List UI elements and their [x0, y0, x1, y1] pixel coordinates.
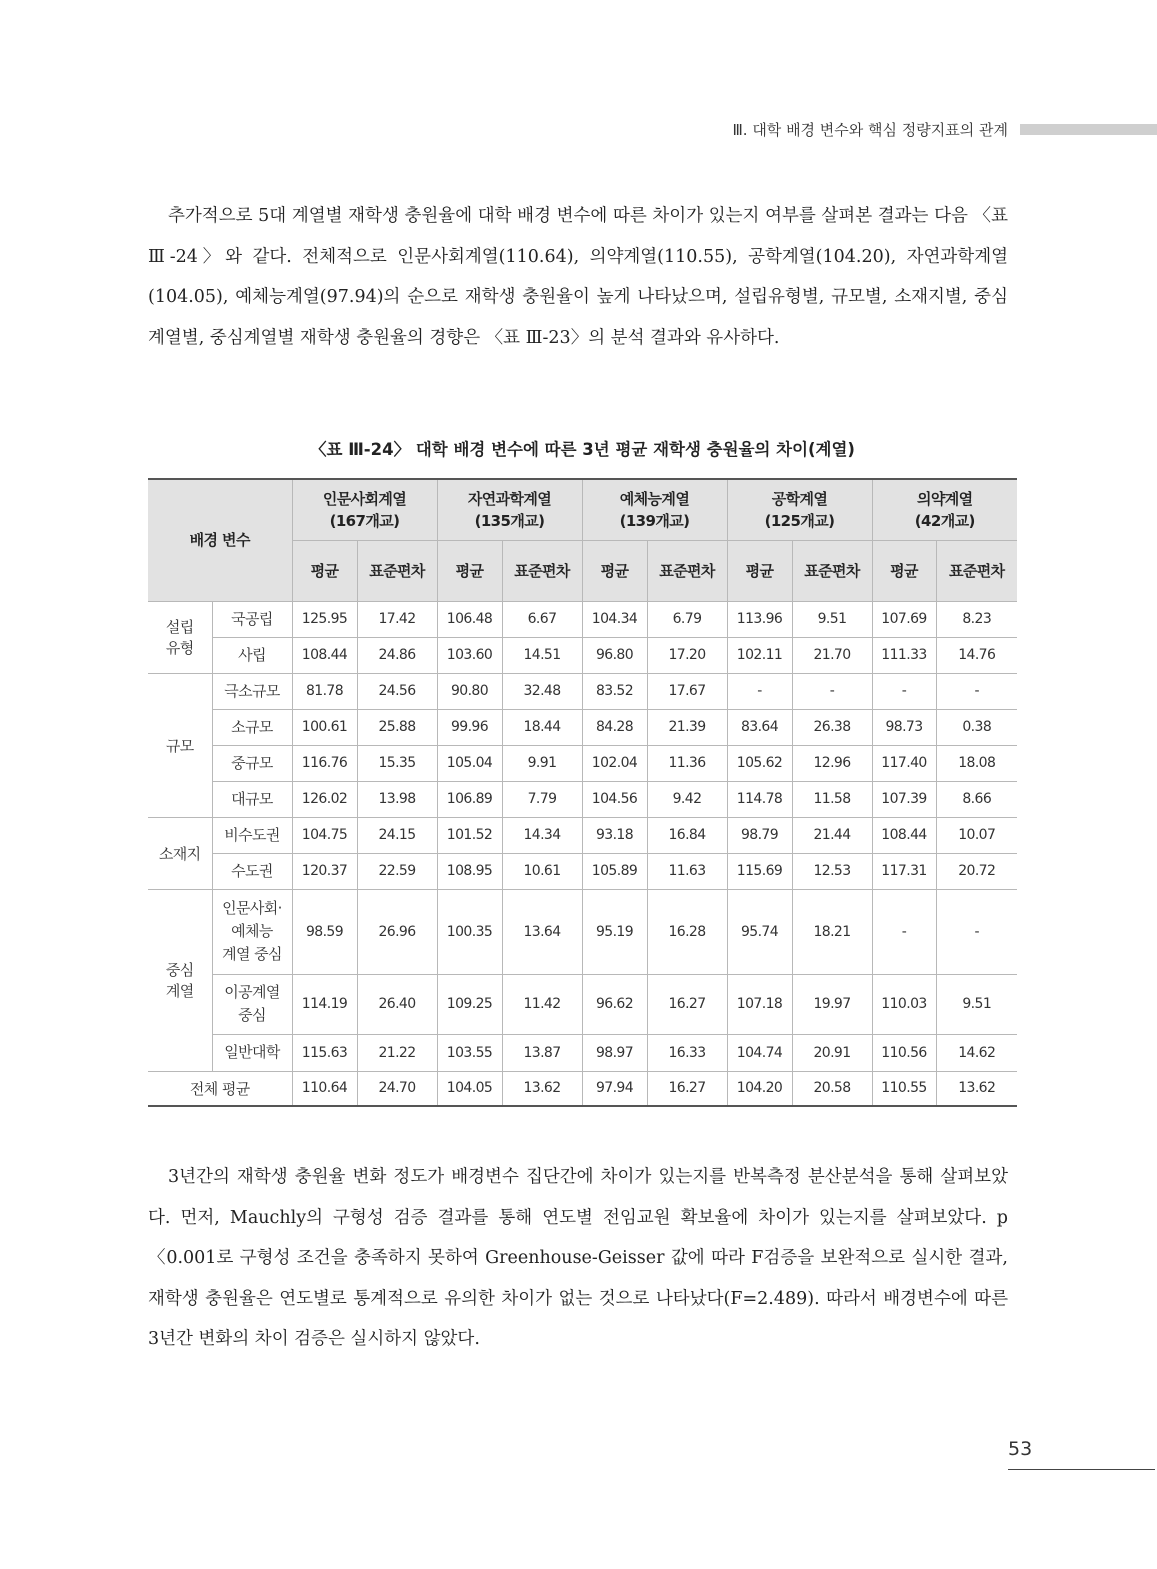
- header-col-humanities: 인문사회계열 (167개교): [292, 479, 437, 540]
- header-col-engineering: 공학계열 (125개교): [727, 479, 872, 540]
- cell: 102.04: [582, 745, 647, 781]
- cell: 120.37: [292, 853, 357, 889]
- subheader-sd: 표준편차: [647, 540, 727, 601]
- running-header-title: Ⅲ. 대학 배경 변수와 핵심 정량지표의 관계: [732, 120, 1008, 139]
- body-paragraph-1: [148, 196, 1008, 358]
- cell: 110.03: [872, 974, 936, 1034]
- cell: 83.64: [727, 709, 792, 745]
- cell: 115.69: [727, 853, 792, 889]
- cell: 21.39: [647, 709, 727, 745]
- cell: 9.51: [792, 601, 872, 637]
- cell: -: [872, 889, 936, 974]
- table-row: [148, 974, 1017, 1034]
- cell: 101.52: [437, 817, 502, 853]
- cell: -: [936, 889, 1017, 974]
- cell: 108.44: [872, 817, 936, 853]
- cell: 14.76: [936, 637, 1017, 673]
- table-row: [148, 1034, 1017, 1071]
- cell: 26.40: [357, 974, 437, 1034]
- cell: 104.56: [582, 781, 647, 817]
- row-label: 수도권: [212, 853, 292, 889]
- cell: 96.62: [582, 974, 647, 1034]
- group-label: 설립 유형: [148, 601, 212, 673]
- row-label: 극소규모: [212, 673, 292, 709]
- cell: 10.07: [936, 817, 1017, 853]
- cell: 0.38: [936, 709, 1017, 745]
- table-body: [148, 601, 1017, 1106]
- cell: 98.59: [292, 889, 357, 974]
- subheader-mean: 평균: [727, 540, 792, 601]
- cell: 95.19: [582, 889, 647, 974]
- header-background-variable: 배경 변수: [148, 479, 292, 601]
- cell: 109.25: [437, 974, 502, 1034]
- cell: 100.61: [292, 709, 357, 745]
- cell: 17.67: [647, 673, 727, 709]
- cell: 19.97: [792, 974, 872, 1034]
- cell: 8.23: [936, 601, 1017, 637]
- cell: 114.19: [292, 974, 357, 1034]
- cell: 110.55: [872, 1071, 936, 1106]
- cell: 6.67: [502, 601, 582, 637]
- cell: 84.28: [582, 709, 647, 745]
- table-row: [148, 673, 1017, 709]
- cell: 16.28: [647, 889, 727, 974]
- cell: 10.61: [502, 853, 582, 889]
- cell: 115.63: [292, 1034, 357, 1071]
- cell: 16.33: [647, 1034, 727, 1071]
- subheader-mean: 평균: [292, 540, 357, 601]
- cell: 116.76: [292, 745, 357, 781]
- cell: 105.04: [437, 745, 502, 781]
- cell: 98.73: [872, 709, 936, 745]
- subheader-sd: 표준편차: [936, 540, 1017, 601]
- cell: 21.70: [792, 637, 872, 673]
- data-table: [148, 478, 1017, 1107]
- table-row: [148, 853, 1017, 889]
- cell: 96.80: [582, 637, 647, 673]
- cell: 90.80: [437, 673, 502, 709]
- header-col-medicine: 의약계열 (42개교): [872, 479, 1017, 540]
- body-paragraph-1-text: 추가적으로 5대 계열별 재학생 충원율에 대학 배경 변수에 따른 차이가 있는지 여부를 살펴본 결과는 다음 〈표 Ⅲ-24〉와 같다. 전체적으로 인문사회계열(110.64), 의약계열(110.55), 공학계열(104.20), 자연과학계열(104.05), 예체능계열(97.94)의 순으로 재학생 충원율이 높게 나타났으며, 설립유형별, 규모별, 소재지별, 중심계열별, 중심계열별 재학생 충원율의 경향은 〈표 Ⅲ-23〉의 분석 결과와 유사하다.: [148, 206, 1008, 348]
- cell: 104.75: [292, 817, 357, 853]
- cell: 12.96: [792, 745, 872, 781]
- cell: 18.08: [936, 745, 1017, 781]
- cell: 13.64: [502, 889, 582, 974]
- cell: 20.91: [792, 1034, 872, 1071]
- group-label: 소재지: [148, 817, 212, 889]
- row-label: 국공립: [212, 601, 292, 637]
- cell: 104.20: [727, 1071, 792, 1106]
- group-label: 중심 계열: [148, 889, 212, 1071]
- cell: 108.44: [292, 637, 357, 673]
- header-decoration-bar: [1020, 124, 1157, 135]
- cell: 9.91: [502, 745, 582, 781]
- cell: 26.96: [357, 889, 437, 974]
- cell: 107.39: [872, 781, 936, 817]
- cell: -: [872, 673, 936, 709]
- group-label: 규모: [148, 673, 212, 817]
- cell: 9.42: [647, 781, 727, 817]
- cell: 16.84: [647, 817, 727, 853]
- cell: 102.11: [727, 637, 792, 673]
- cell: 105.62: [727, 745, 792, 781]
- cell: 105.89: [582, 853, 647, 889]
- cell: 26.38: [792, 709, 872, 745]
- cell: 125.95: [292, 601, 357, 637]
- cell: 24.86: [357, 637, 437, 673]
- cell: 14.34: [502, 817, 582, 853]
- cell: 16.27: [647, 974, 727, 1034]
- row-label: 소규모: [212, 709, 292, 745]
- row-label: 대규모: [212, 781, 292, 817]
- cell: 16.27: [647, 1071, 727, 1106]
- running-header: [660, 116, 1157, 142]
- cell: 99.96: [437, 709, 502, 745]
- cell: 14.62: [936, 1034, 1017, 1071]
- cell: 107.69: [872, 601, 936, 637]
- cell: 13.98: [357, 781, 437, 817]
- header-col-arts-physical: 예체능계열 (139개교): [582, 479, 727, 540]
- cell: 13.87: [502, 1034, 582, 1071]
- cell: 107.18: [727, 974, 792, 1034]
- subheader-sd: 표준편차: [502, 540, 582, 601]
- cell: 20.58: [792, 1071, 872, 1106]
- cell: 32.48: [502, 673, 582, 709]
- cell: 6.79: [647, 601, 727, 637]
- cell: 111.33: [872, 637, 936, 673]
- cell: 24.70: [357, 1071, 437, 1106]
- cell: -: [936, 673, 1017, 709]
- cell: 104.34: [582, 601, 647, 637]
- cell: 13.62: [936, 1071, 1017, 1106]
- cell: 126.02: [292, 781, 357, 817]
- row-label: 중규모: [212, 745, 292, 781]
- subheader-mean: 평균: [437, 540, 502, 601]
- table-row: [148, 709, 1017, 745]
- cell: 98.97: [582, 1034, 647, 1071]
- total-label: 전체 평균: [148, 1071, 292, 1106]
- table-row: [148, 745, 1017, 781]
- cell: 18.44: [502, 709, 582, 745]
- cell: -: [727, 673, 792, 709]
- cell: 100.35: [437, 889, 502, 974]
- cell: -: [792, 673, 872, 709]
- cell: 11.36: [647, 745, 727, 781]
- cell: 18.21: [792, 889, 872, 974]
- cell: 17.42: [357, 601, 437, 637]
- cell: 113.96: [727, 601, 792, 637]
- cell: 106.48: [437, 601, 502, 637]
- cell: 21.44: [792, 817, 872, 853]
- table-row: [148, 889, 1017, 974]
- subheader-mean: 평균: [582, 540, 647, 601]
- cell: 20.72: [936, 853, 1017, 889]
- cell: 9.51: [936, 974, 1017, 1034]
- cell: 108.95: [437, 853, 502, 889]
- cell: 25.88: [357, 709, 437, 745]
- cell: 98.79: [727, 817, 792, 853]
- cell: 81.78: [292, 673, 357, 709]
- table-row: [148, 637, 1017, 673]
- cell: 15.35: [357, 745, 437, 781]
- cell: 12.53: [792, 853, 872, 889]
- table-row: [148, 601, 1017, 637]
- row-label: 비수도권: [212, 817, 292, 853]
- cell: 11.63: [647, 853, 727, 889]
- cell: 103.60: [437, 637, 502, 673]
- cell: 95.74: [727, 889, 792, 974]
- cell: 114.78: [727, 781, 792, 817]
- cell: 106.89: [437, 781, 502, 817]
- row-label: 이공계열 중심: [212, 974, 292, 1034]
- cell: 7.79: [502, 781, 582, 817]
- cell: 83.52: [582, 673, 647, 709]
- subheader-mean: 평균: [872, 540, 936, 601]
- cell: 24.15: [357, 817, 437, 853]
- cell: 117.31: [872, 853, 936, 889]
- page-number-rule: [1008, 1469, 1155, 1470]
- cell: 93.18: [582, 817, 647, 853]
- cell: 14.51: [502, 637, 582, 673]
- cell: 97.94: [582, 1071, 647, 1106]
- table-row-total: [148, 1071, 1017, 1106]
- cell: 11.42: [502, 974, 582, 1034]
- body-paragraph-2: [148, 1157, 1008, 1360]
- cell: 104.74: [727, 1034, 792, 1071]
- subheader-sd: 표준편차: [357, 540, 437, 601]
- row-label: 인문사회· 예체능 계열 중심: [212, 889, 292, 974]
- cell: 21.22: [357, 1034, 437, 1071]
- cell: 104.05: [437, 1071, 502, 1106]
- header-col-natural-science: 자연과학계열 (135개교): [437, 479, 582, 540]
- cell: 17.20: [647, 637, 727, 673]
- cell: 13.62: [502, 1071, 582, 1106]
- table-caption: 〈표 Ⅲ-24〉 대학 배경 변수에 따른 3년 평균 재학생 충원율의 차이(계열): [310, 440, 855, 459]
- cell: 117.40: [872, 745, 936, 781]
- subheader-sd: 표준편차: [792, 540, 872, 601]
- cell: 103.55: [437, 1034, 502, 1071]
- row-label: 사립: [212, 637, 292, 673]
- cell: 110.64: [292, 1071, 357, 1106]
- cell: 110.56: [872, 1034, 936, 1071]
- cell: 11.58: [792, 781, 872, 817]
- cell: 24.56: [357, 673, 437, 709]
- row-label: 일반대학: [212, 1034, 292, 1071]
- table-row: [148, 781, 1017, 817]
- table-row: [148, 817, 1017, 853]
- page-number: 53: [1008, 1438, 1033, 1460]
- cell: 22.59: [357, 853, 437, 889]
- body-paragraph-2-text: 3년간의 재학생 충원율 변화 정도가 배경변수 집단간에 차이가 있는지를 반복측정 분산분석을 통해 살펴보았다. 먼저, Mauchly의 구형성 검증 결과를 통해 연도별 전임교원 확보율에 차이가 있는지를 살펴보았다. p〈0.001로 구형성 조건을 충족하지 못하여 Greenhouse-Geisser 값에 따라 F검증을 보완적으로 실시한 결과, 재학생 충원율은 연도별로 통계적으로 유의한 차이가 없는 것으로 나타났다(F=2.489). 따라서 배경변수에 따른 3년간 변화의 차이 검증은 실시하지 않았다.: [148, 1167, 1008, 1349]
- cell: 8.66: [936, 781, 1017, 817]
